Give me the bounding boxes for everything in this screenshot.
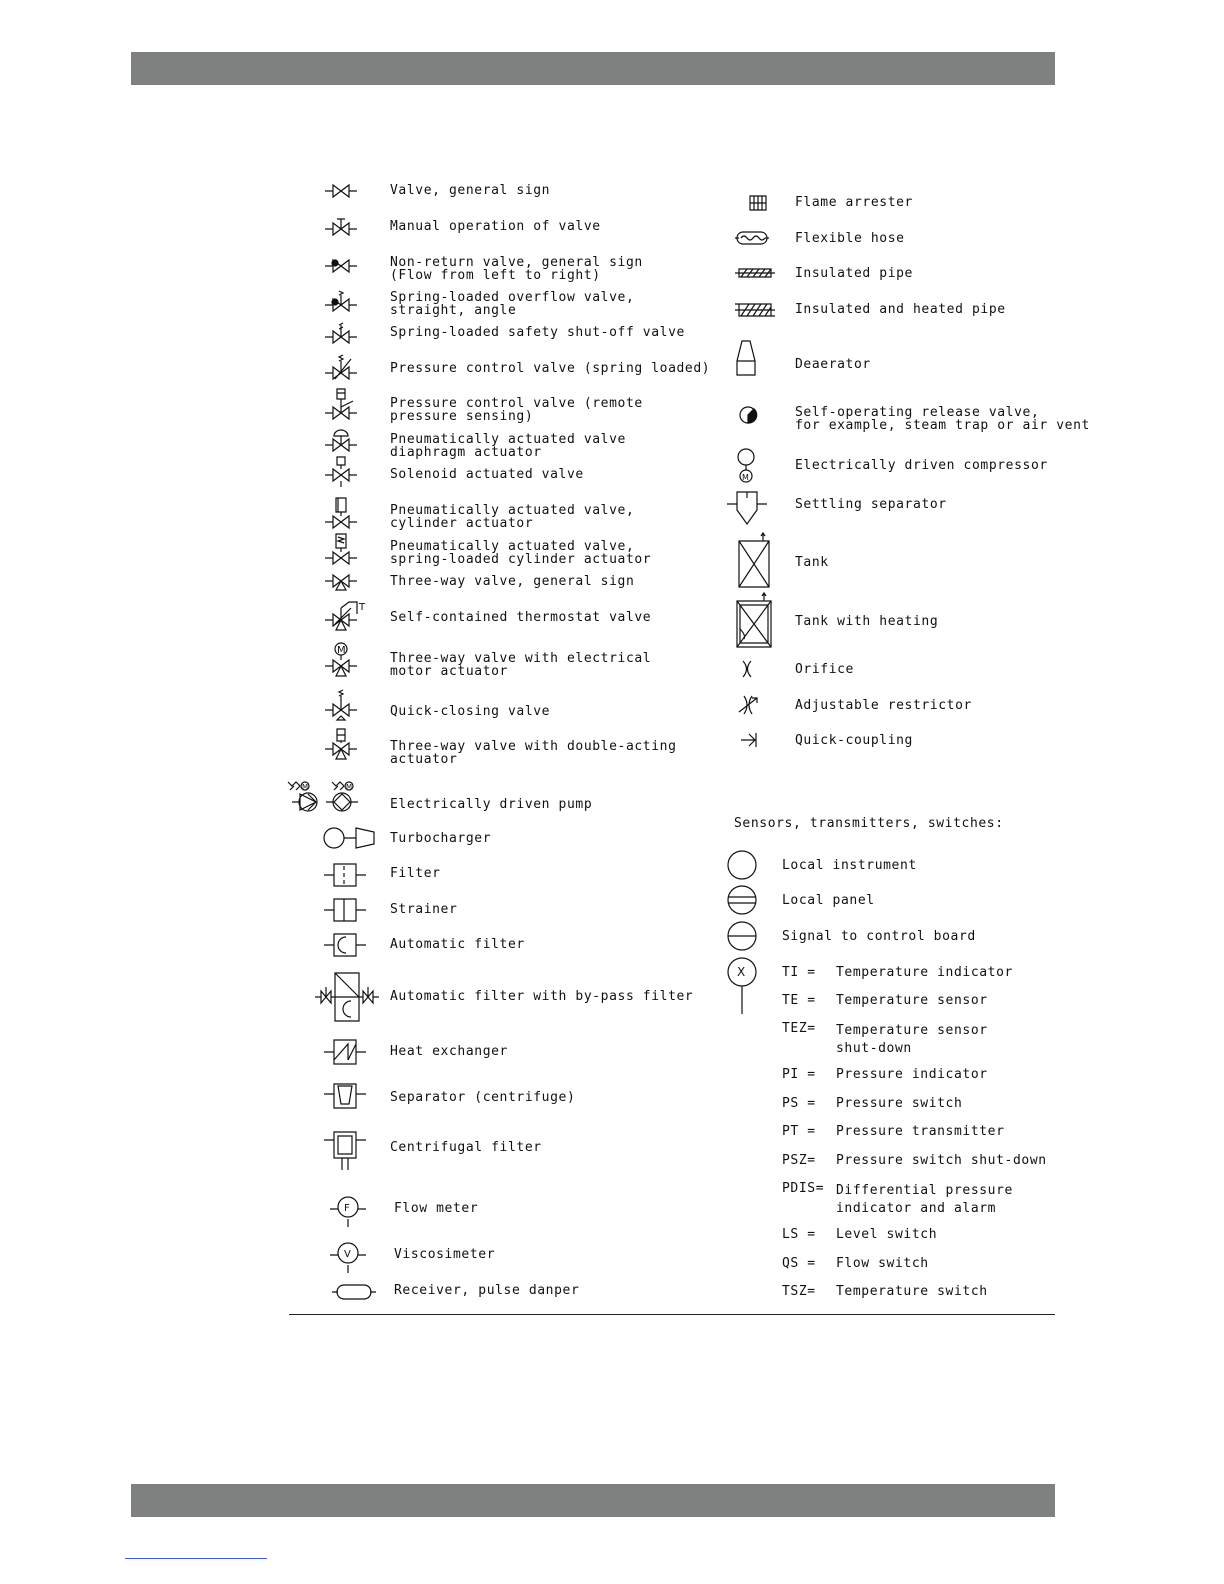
- code-pdis: PDIS=: [782, 1181, 825, 1196]
- label-deaerator: Deaerator: [795, 357, 871, 372]
- desc-pi: Pressure indicator: [836, 1067, 988, 1082]
- label-flexible-hose: Flexible hose: [795, 231, 905, 246]
- heat-exchanger-icon: [322, 1038, 368, 1066]
- label-remote-pressure-valve: Pressure control valve (remote pressure sensing): [390, 396, 643, 424]
- non-return-valve-icon: [323, 258, 359, 274]
- label-flow-meter: Flow meter: [394, 1201, 479, 1216]
- desc-te: Temperature sensor: [836, 993, 988, 1008]
- desc-ps: Pressure switch: [836, 1096, 963, 1111]
- label-heated-tank: Tank with heating: [795, 614, 939, 629]
- thermostat-mark: T: [359, 602, 366, 613]
- code-tez: TEZ=: [782, 1021, 816, 1036]
- label-spring-cylinder-valve: Pneumatically actuated valve, spring-loaded cylinder actuator: [390, 539, 652, 567]
- label-motor-three-way-valve: Three-way valve with electrical motor actuator: [390, 651, 652, 679]
- label-insulated-pipe: Insulated pipe: [795, 266, 913, 281]
- label-flame-arrester: Flame arrester: [795, 195, 913, 210]
- thermostat-valve-icon: [323, 600, 369, 634]
- label-heated-pipe: Insulated and heated pipe: [795, 302, 1006, 317]
- heated-pipe-icon: [733, 301, 777, 319]
- desc-tsz: Temperature switch: [836, 1284, 988, 1299]
- separator-icon: [322, 1082, 368, 1112]
- label-restrictor: Adjustable restrictor: [795, 698, 972, 713]
- code-pi: PI =: [782, 1067, 816, 1082]
- solenoid-valve-icon: [323, 455, 359, 489]
- electric-pump-icon: [286, 780, 366, 814]
- settling-separator-icon: [725, 490, 769, 526]
- label-bypass-filter: Automatic filter with by-pass filter: [390, 989, 694, 1004]
- label-three-way-valve: Three-way valve, general sign: [390, 574, 635, 589]
- code-tsz: TSZ=: [782, 1284, 816, 1299]
- pump-mark-2: M: [346, 783, 353, 791]
- footer-bar: [131, 1484, 1055, 1517]
- control-board-icon: [726, 920, 758, 952]
- desc-pdis: Differential pressure indicator and alarm: [836, 1183, 1013, 1216]
- pressure-control-valve-icon: [323, 353, 359, 381]
- code-ti: TI =: [782, 965, 816, 980]
- label-viscosimeter: Viscosimeter: [394, 1247, 496, 1262]
- footer-link-underline[interactable]: [125, 1558, 267, 1559]
- label-filter: Filter: [390, 866, 441, 881]
- quick-coupling-icon: [739, 731, 759, 749]
- centrifugal-filter-icon: [322, 1130, 368, 1172]
- code-pt: PT =: [782, 1124, 816, 1139]
- label-automatic-filter: Automatic filter: [390, 937, 525, 952]
- header-bar: [131, 52, 1055, 85]
- orifice-icon: [740, 659, 754, 679]
- tank-icon: [737, 531, 771, 589]
- motor-three-way-valve-icon: [323, 642, 359, 680]
- spring-overflow-valve-icon: [323, 289, 359, 315]
- safety-shutoff-valve-icon: [323, 321, 359, 345]
- label-heat-exchanger: Heat exchanger: [390, 1044, 508, 1059]
- compressor-mark: M: [742, 473, 749, 482]
- desc-qs: Flow switch: [836, 1256, 929, 1271]
- desc-ti: Temperature indicator: [836, 965, 1013, 980]
- turbocharger-icon: [322, 826, 380, 850]
- remote-pressure-valve-icon: [323, 387, 359, 421]
- code-qs: QS =: [782, 1256, 816, 1271]
- label-cylinder-valve: Pneumatically actuated valve, cylinder actuator: [390, 503, 635, 531]
- label-quick-closing-valve: Quick-closing valve: [390, 704, 551, 719]
- divider-rule: [289, 1314, 1055, 1315]
- label-spring-overflow-valve: Spring-loaded overflow valve, straight, angle: [390, 290, 635, 318]
- label-diaphragm-valve: Pneumatically actuated valve diaphragm actuator: [390, 432, 626, 460]
- code-ls: LS =: [782, 1227, 816, 1242]
- double-acting-valve-icon: [323, 727, 359, 765]
- label-pressure-control-valve: Pressure control valve (spring loaded): [390, 361, 711, 376]
- label-manual-valve: Manual operation of valve: [390, 219, 601, 234]
- label-centrifugal-filter: Centrifugal filter: [390, 1140, 542, 1155]
- desc-tez: Temperature sensor shut-down: [836, 1023, 988, 1056]
- quick-closing-valve-icon: [323, 686, 359, 720]
- flow-meter-mark: F: [344, 1203, 350, 1214]
- label-quick-coupling: Quick-coupling: [795, 733, 913, 748]
- label-control-board: Signal to control board: [782, 929, 976, 944]
- label-receiver: Receiver, pulse danper: [394, 1283, 580, 1298]
- strainer-icon: [322, 897, 368, 923]
- heated-tank-icon: [734, 591, 774, 649]
- label-local-panel: Local panel: [782, 893, 875, 908]
- local-panel-icon: [726, 884, 758, 916]
- label-strainer: Strainer: [390, 902, 458, 917]
- flow-meter-icon: [328, 1195, 368, 1229]
- label-separator: Separator (centrifuge): [390, 1090, 576, 1105]
- motor-mark: M: [337, 645, 346, 656]
- flexible-hose-icon: [733, 230, 771, 246]
- local-instrument-icon: [726, 849, 758, 881]
- desc-psz: Pressure switch shut-down: [836, 1153, 1047, 1168]
- release-valve-icon: [736, 403, 760, 427]
- manual-valve-icon: [323, 215, 359, 237]
- sensor-symbol-icon: [726, 956, 758, 1016]
- restrictor-icon: [737, 694, 759, 716]
- insulated-pipe-icon: [733, 266, 777, 280]
- label-thermostat-valve: Self-contained thermostat valve: [390, 610, 652, 625]
- label-turbocharger: Turbocharger: [390, 831, 492, 846]
- receiver-icon: [330, 1283, 378, 1301]
- cylinder-valve-icon: [323, 496, 359, 530]
- compressor-icon: [735, 448, 757, 484]
- label-valve-general: Valve, general sign: [390, 183, 551, 198]
- desc-ls: Level switch: [836, 1227, 938, 1242]
- flame-arrester-icon: [748, 194, 768, 212]
- valve-general-icon: [323, 183, 359, 199]
- deaerator-icon: [734, 339, 758, 377]
- filter-icon: [322, 862, 368, 888]
- label-local-instrument: Local instrument: [782, 858, 917, 873]
- bypass-filter-icon: [313, 971, 381, 1023]
- code-psz: PSZ=: [782, 1153, 816, 1168]
- desc-pt: Pressure transmitter: [836, 1124, 1005, 1139]
- label-tank: Tank: [795, 555, 829, 570]
- viscosimeter-icon: [328, 1241, 368, 1275]
- label-non-return-valve: Non-return valve, general sign (Flow from left to right): [390, 255, 643, 283]
- code-ps: PS =: [782, 1096, 816, 1111]
- sensors-heading: Sensors, transmitters, switches:: [734, 816, 1004, 831]
- label-settling-separator: Settling separator: [795, 497, 947, 512]
- label-safety-shutoff-valve: Spring-loaded safety shut-off valve: [390, 325, 685, 340]
- pump-mark-1: M: [302, 783, 309, 791]
- code-te: TE =: [782, 993, 816, 1008]
- spring-cylinder-valve-icon: [323, 532, 359, 566]
- label-release-valve: Self-operating release valve, for example, steam trap or air vent: [795, 405, 1090, 433]
- viscosimeter-mark: V: [344, 1249, 351, 1260]
- three-way-valve-icon: [323, 572, 359, 592]
- label-double-acting-valve: Three-way valve with double-acting actuator: [390, 739, 677, 767]
- diaphragm-valve-icon: [323, 428, 359, 452]
- label-orifice: Orifice: [795, 662, 854, 677]
- label-solenoid-valve: Solenoid actuated valve: [390, 467, 584, 482]
- sensor-symbol-mark: X: [737, 965, 746, 979]
- label-compressor: Electrically driven compressor: [795, 458, 1048, 473]
- label-electric-pump: Electrically driven pump: [390, 797, 593, 812]
- automatic-filter-icon: [322, 932, 368, 958]
